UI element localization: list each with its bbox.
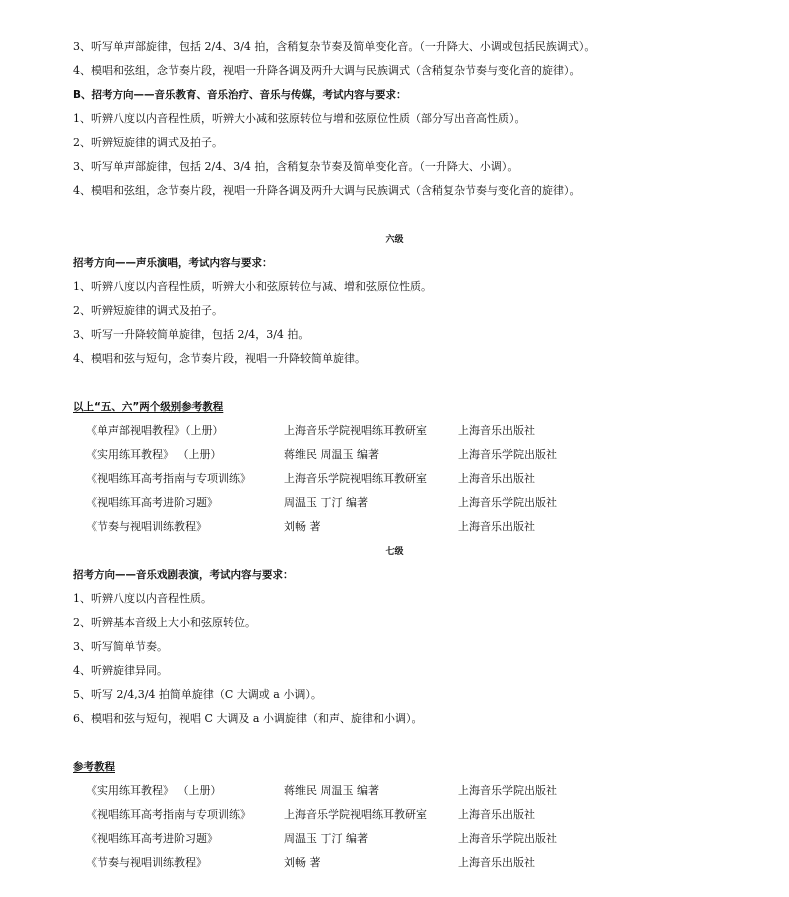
list-item: 6、模唱和弦与短句，视唱 C 大调及 a 小调旋律（和声、旋律和小调）。 [73,712,423,725]
reference-author: 周温玉 丁汀 编著 [284,832,368,845]
section-heading: B、招考方向——音乐教育、音乐治疗、音乐与传媒，考试内容与要求： [73,89,407,101]
list-item: 4、模唱和弦组，念节奏片段，视唱一升降各调及两升大调与民族调式（含稍复杂节奏与变化音的旋律）。 [73,184,581,197]
level-title: 六级 [385,235,404,245]
reference-author: 上海音乐学院视唱练耳教研室 [284,472,427,485]
reference-publisher: 上海音乐出版社 [458,424,535,437]
section-heading: 招考方向——音乐戏剧表演，考试内容与要求： [73,569,294,581]
reference-title: 《视唱练耳高考指南与专项训练》 [86,808,251,821]
list-item: 4、模唱和弦与短句，念节奏片段，视唱一升降较简单旋律。 [73,352,366,365]
reference-title: 《实用练耳教程》 （上册） [86,448,222,461]
reference-publisher: 上海音乐学院出版社 [458,832,557,845]
section-heading: 招考方向——声乐演唱，考试内容与要求： [73,257,273,269]
list-item: 4、模唱和弦组，念节奏片段，视唱一升降各调及两升大调与民族调式（含稍复杂节奏与变化音的旋律）。 [73,64,581,77]
reference-publisher: 上海音乐出版社 [458,472,535,485]
list-item: 3、听写单声部旋律，包括 2/4、3/4 拍，含稍复杂节奏及简单变化音。（一升降大、小调或包括民族调式）。 [73,40,596,53]
level-title: 七级 [385,547,404,557]
reference-title: 《视唱练耳高考指南与专项训练》 [86,472,251,485]
reference-title: 《视唱练耳高考进阶习题》 [86,832,218,845]
list-item: 2、听辨短旋律的调式及拍子。 [73,304,223,317]
reference-author: 上海音乐学院视唱练耳教研室 [284,808,427,821]
reference-publisher: 上海音乐出版社 [458,520,535,533]
reference-author: 上海音乐学院视唱练耳教研室 [284,424,427,437]
reference-heading: 以上“五、六”两个级别参考教程 [73,401,224,413]
reference-author: 刘畅 著 [284,856,321,869]
reference-author: 周温玉 丁汀 编著 [284,496,368,509]
list-item: 4、听辨旋律异同。 [73,664,168,677]
list-item: 1、听辨八度以内音程性质，听辨大小和弦原转位与减、增和弦原位性质。 [73,280,432,293]
list-item: 5、听写 2/4,3/4 拍简单旋律（C 大调或 a 小调）。 [73,688,322,701]
list-item: 3、听写单声部旋律，包括 2/4、3/4 拍，含稍复杂节奏及简单变化音。（一升降大、小调）。 [73,160,519,173]
reference-publisher: 上海音乐学院出版社 [458,496,557,509]
reference-title: 《视唱练耳高考进阶习题》 [86,496,218,509]
reference-publisher: 上海音乐学院出版社 [458,448,557,461]
list-item: 2、听辨基本音级上大小和弦原转位。 [73,616,256,629]
reference-author: 蒋维民 周温玉 编著 [284,448,379,461]
list-item: 1、听辨八度以内音程性质，听辨大小减和弦原转位与增和弦原位性质（部分写出音高性质）。 [73,112,526,125]
reference-heading: 参考教程 [73,761,115,773]
reference-title: 《节奏与视唱训练教程》 [86,520,207,533]
list-item: 1、听辨八度以内音程性质。 [73,592,212,605]
list-item: 3、听写一升降较简单旋律，包括 2/4，3/4 拍。 [73,328,310,341]
list-item: 2、听辨短旋律的调式及拍子。 [73,136,223,149]
reference-title: 《单声部视唱教程》（上册） [86,424,224,437]
reference-publisher: 上海音乐出版社 [458,808,535,821]
reference-title: 《节奏与视唱训练教程》 [86,856,207,869]
list-item: 3、听写简单节奏。 [73,640,168,653]
reference-title: 《实用练耳教程》 （上册） [86,784,222,797]
reference-author: 刘畅 著 [284,520,321,533]
reference-publisher: 上海音乐学院出版社 [458,784,557,797]
reference-publisher: 上海音乐出版社 [458,856,535,869]
reference-author: 蒋维民 周温玉 编著 [284,784,379,797]
